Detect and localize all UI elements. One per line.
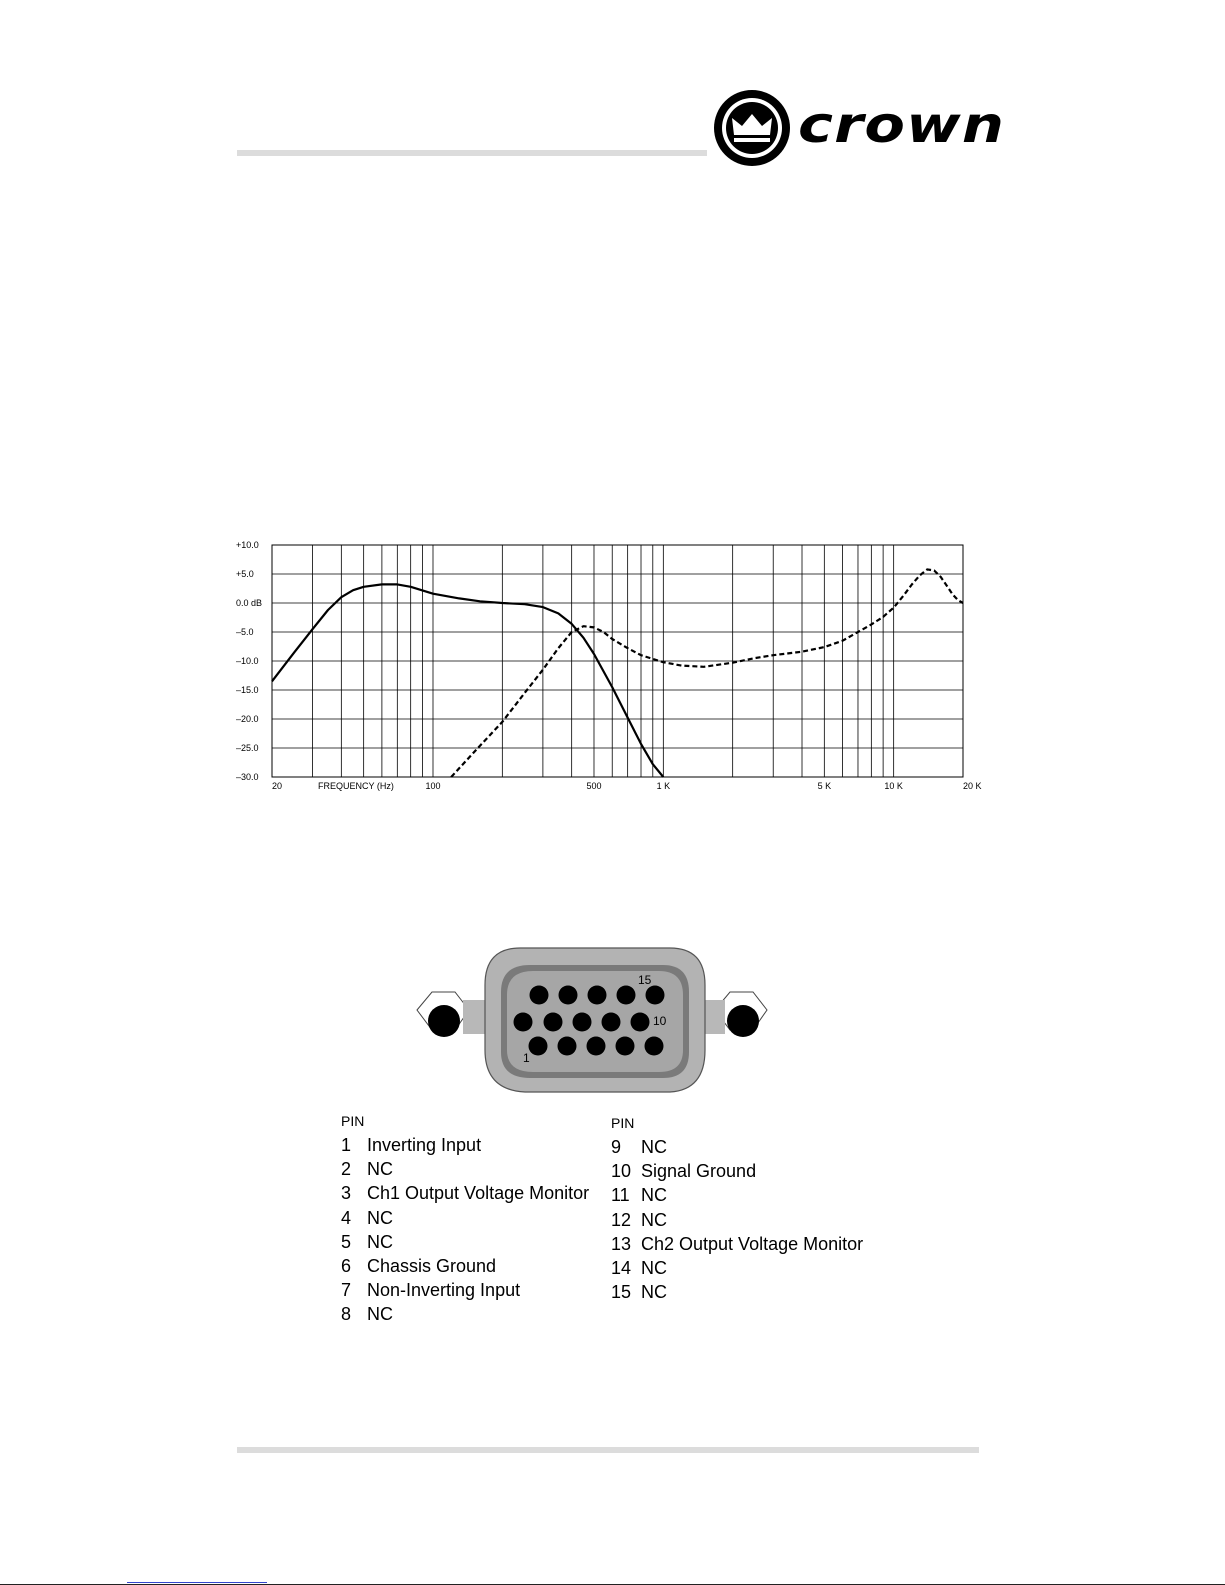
x-tick-label: 5 K (817, 781, 832, 791)
x-tick-label: 20 (272, 781, 283, 791)
pin-row (341, 1133, 589, 1157)
y-axis-labels (236, 540, 262, 782)
y-tick-label: –30.0 (236, 772, 259, 782)
brand-wordmark: crown (798, 96, 1006, 154)
header-rule (237, 150, 707, 156)
crown-icon (714, 90, 790, 166)
pin-function: NC (367, 1231, 393, 1252)
pin-row (341, 1230, 589, 1254)
pin-row (611, 1159, 863, 1183)
pin-number: 13 (611, 1233, 632, 1254)
x-tick-label: 100 (425, 781, 441, 791)
pin-row (611, 1280, 863, 1304)
db15-connector-icon (405, 940, 785, 1105)
pin-number: 7 (341, 1280, 352, 1301)
pin-row (341, 1157, 589, 1181)
pin-table-right (611, 1115, 863, 1304)
pin-table-left (341, 1113, 589, 1327)
pin-row (611, 1183, 863, 1207)
pin-15-label: 15 (638, 973, 652, 987)
y-tick-label: +5.0 (236, 569, 254, 579)
pin-row (611, 1135, 863, 1159)
pin-function: NC (641, 1282, 667, 1303)
pin-row (341, 1181, 589, 1205)
pin-function: Inverting Input (367, 1135, 482, 1155)
frequency-response-chart (228, 535, 988, 797)
pin-1-label: 1 (523, 1051, 530, 1065)
pin-number: 15 (611, 1282, 632, 1303)
x-tick-label: 1 K (656, 781, 671, 791)
pin-row (611, 1232, 863, 1256)
pin-row (341, 1302, 589, 1326)
y-tick-label: –25.0 (236, 743, 259, 753)
pin-row (611, 1256, 863, 1280)
pin-number: 5 (341, 1231, 352, 1252)
pin-number: 9 (611, 1137, 622, 1157)
pin-header: PIN (341, 1113, 365, 1129)
pin-function: NC (641, 1257, 667, 1278)
y-tick-label: +10.0 (236, 540, 259, 550)
pin-number: 8 (341, 1304, 352, 1325)
pin-function: Ch1 Output Voltage Monitor (367, 1183, 590, 1204)
pin-row (341, 1278, 589, 1302)
pin-number: 3 (341, 1183, 352, 1204)
pin-function: Signal Ground (641, 1161, 757, 1182)
pin-function: NC (367, 1304, 393, 1325)
pin-10-label: 10 (653, 1014, 667, 1028)
pin-number: 11 (611, 1185, 630, 1206)
y-tick-label: –20.0 (236, 714, 259, 724)
pin-function: NC (367, 1207, 393, 1228)
footer-rule (237, 1447, 979, 1453)
page-link-underline (127, 1582, 267, 1583)
y-tick-label: –5.0 (236, 627, 254, 637)
pin-function: Non-Inverting Input (367, 1280, 521, 1301)
chart-grid (272, 545, 963, 777)
x-tick-label: 20 K (963, 781, 982, 791)
pin-number: 1 (341, 1135, 352, 1155)
pin-row (341, 1206, 589, 1230)
pin-row (341, 1254, 589, 1278)
pin-number: 10 (611, 1161, 632, 1182)
y-tick-label: –10.0 (236, 656, 259, 666)
y-tick-label: 0.0 dB (236, 598, 263, 608)
pin-row (611, 1208, 863, 1232)
pin-function: Ch2 Output Voltage Monitor (641, 1233, 864, 1254)
pin-function: NC (641, 1209, 667, 1230)
pin-function: NC (641, 1185, 667, 1206)
x-axis-title: FREQUENCY (Hz) (318, 781, 394, 791)
dashed-series-line (451, 569, 963, 777)
pin-number: 12 (611, 1209, 632, 1230)
pin-header: PIN (611, 1115, 635, 1131)
x-tick-label: 10 K (884, 781, 903, 791)
pin-number: 2 (341, 1159, 352, 1180)
pin-number: 6 (341, 1255, 352, 1276)
pin-function: NC (641, 1137, 667, 1157)
x-tick-label: 500 (586, 781, 602, 791)
pin-number: 4 (341, 1207, 352, 1228)
pin-function: NC (367, 1159, 393, 1180)
pin-function: Chassis Ground (367, 1255, 497, 1276)
y-tick-label: –15.0 (236, 685, 259, 695)
pin-number: 14 (611, 1257, 632, 1278)
chart-series (272, 569, 963, 777)
